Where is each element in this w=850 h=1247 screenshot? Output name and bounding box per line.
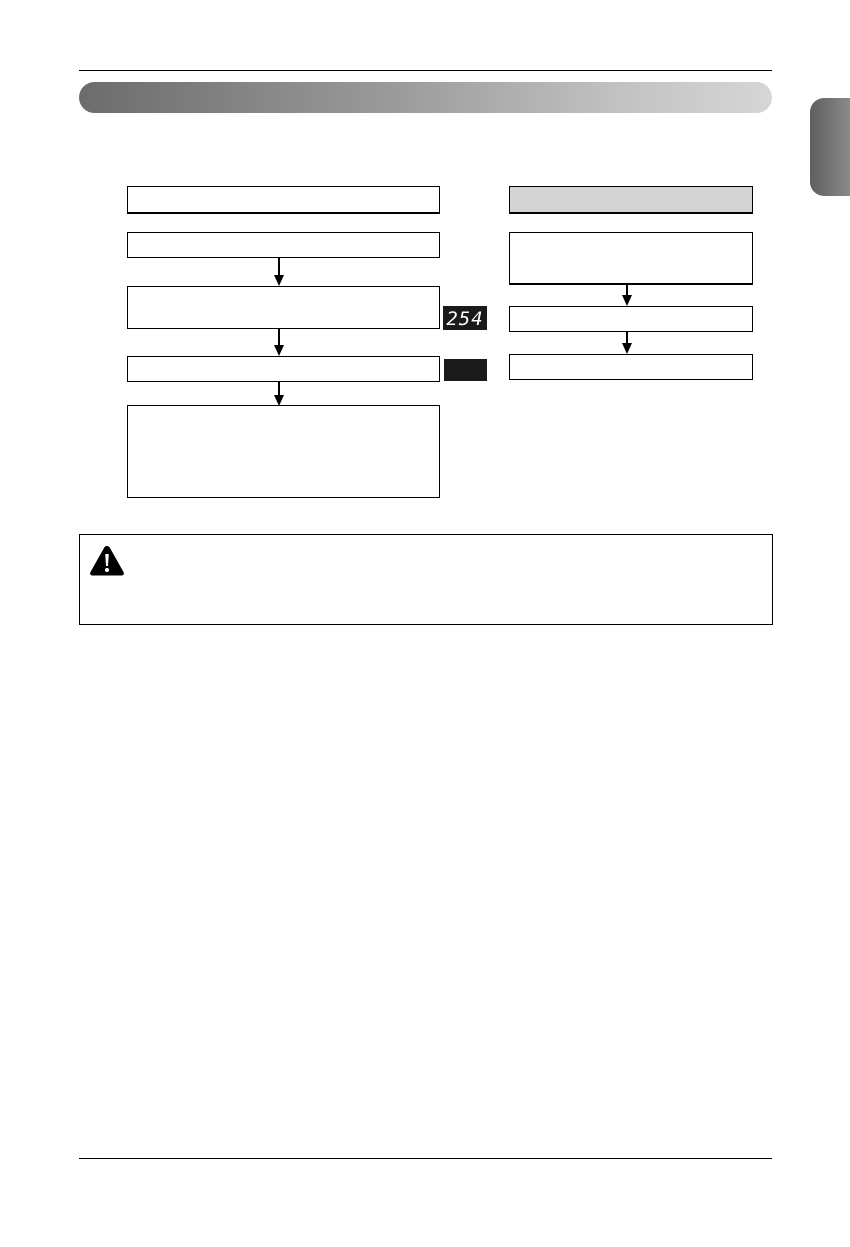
- flow-arrow-down: [621, 284, 633, 306]
- warning-icon: [89, 544, 125, 577]
- led-display-readout: [443, 306, 487, 330]
- flow-left-step-3: [127, 356, 440, 382]
- flow-arrow-down: [273, 258, 285, 286]
- flow-right-step-1: [509, 232, 753, 285]
- display-readout-value: 254: [446, 308, 484, 330]
- flow-arrow-down: [273, 382, 285, 406]
- flow-left-step-4: [127, 405, 440, 498]
- seven-segment-digits: [443, 306, 487, 330]
- flow-left-step-2: [127, 286, 440, 329]
- bottom-rule: [79, 1158, 772, 1159]
- caution-box: [79, 534, 773, 625]
- flow-right-step-2: [509, 306, 753, 332]
- flow-left-step-1: [127, 232, 440, 258]
- led-display-blank: [444, 359, 487, 381]
- flow-left-header: [127, 186, 440, 214]
- flow-right-header: [509, 186, 753, 214]
- section-title-banner: [79, 82, 772, 113]
- side-language-tab: [810, 98, 850, 196]
- flow-arrow-down: [621, 332, 633, 354]
- flow-right-step-3: [509, 354, 753, 380]
- flow-arrow-down: [273, 329, 285, 356]
- top-rule: [79, 70, 772, 71]
